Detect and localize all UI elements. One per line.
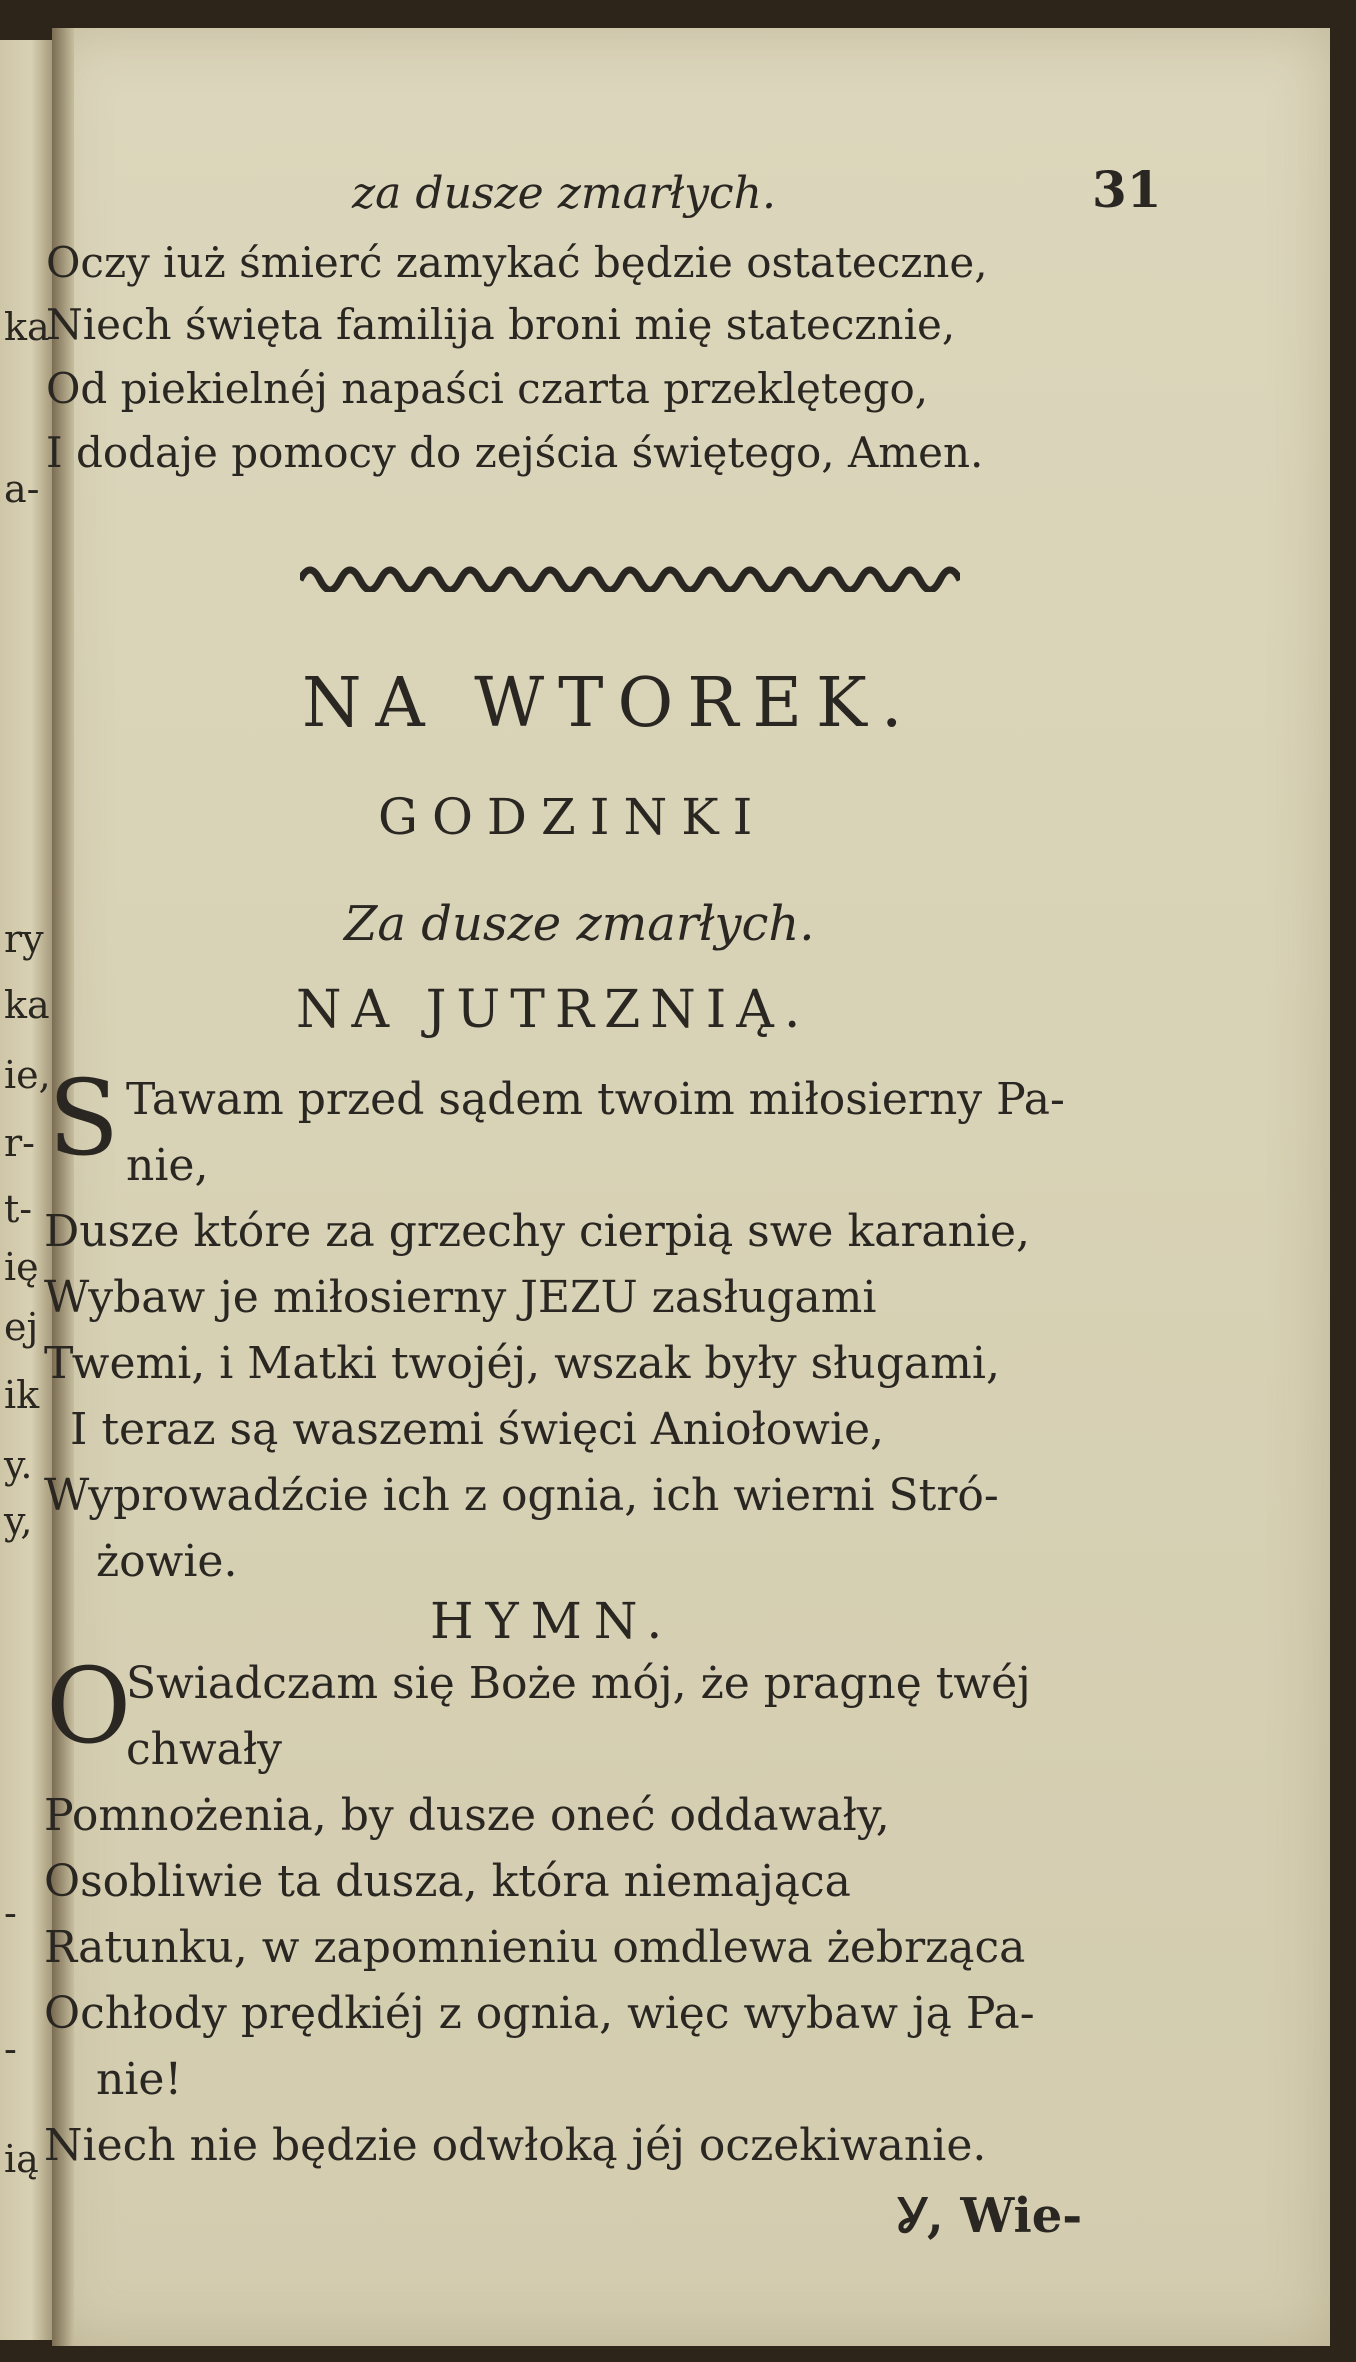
verse-line: Ratunku, w zapomnieniu omdlewa żebrząca: [44, 1922, 1026, 1973]
verse-line: I dodaje pomocy do zejścia świętego, Amen.: [46, 428, 984, 477]
left-fragment: r-: [4, 1121, 36, 1165]
verse-line: Oczy iuż śmierć zamykać będzie ostateczne,: [46, 238, 988, 287]
left-fragment: ią: [4, 2137, 39, 2181]
verse-line: Twemi, i Matki twojéj, wszak były sługami,: [44, 1338, 1000, 1389]
hour-heading: NA JUTRZNIĄ.: [296, 980, 811, 1040]
for-whom-heading: Za dusze zmarłych.: [344, 896, 815, 952]
verse-line: Wybaw je miłosierny JEZU zasługami: [44, 1272, 877, 1323]
verse-line: Dusze które za grzechy cierpią swe karanie,: [44, 1206, 1031, 1257]
verse-line: I teraz są waszemi święci Aniołowie,: [70, 1404, 885, 1455]
verse-line: Ochłody prędkiéj z ognia, więc wybaw ją Pa-: [44, 1988, 1035, 2039]
verse-line: Swiadczam się Boże mój, że pragnę twéj: [126, 1658, 1031, 1709]
verse-line: Niech nie będzie odwłoką jéj oczekiwanie.: [44, 2120, 987, 2171]
book-page: [44, 28, 1330, 2346]
left-fragment: ię: [4, 1245, 39, 1289]
page-number: 31: [1092, 160, 1162, 219]
verse-line: chwały: [126, 1724, 282, 1775]
section-subtitle: GODZINKI: [378, 788, 767, 846]
left-fragment: ej: [4, 1305, 39, 1349]
verse-line: Wyprowadźcie ich z ognia, ich wierni Stró-: [44, 1470, 999, 1521]
verse-line: nie,: [126, 1140, 209, 1191]
verse-line: Niech święta familija broni mię statecznie,: [46, 300, 956, 349]
drop-cap: S: [48, 1057, 120, 1179]
left-fragment: -: [4, 1891, 17, 1935]
left-fragment: ka: [4, 305, 50, 349]
left-fragment: -: [4, 2027, 17, 2071]
ornament-rule-icon: [300, 558, 960, 592]
left-fragment: t-: [4, 1187, 33, 1231]
verse-line: Osobliwie ta dusza, która niemająca: [44, 1856, 851, 1907]
left-fragment: y,: [4, 1499, 33, 1543]
catchword: Ỿ, Wie-: [898, 2188, 1083, 2244]
verse-line: Od piekielnéj napaści czarta przeklętego,: [46, 364, 929, 413]
left-fragment: ie,: [4, 1053, 51, 1097]
left-fragment: ka: [4, 983, 50, 1027]
verse-line: Pomnożenia, by dusze oneć oddawały,: [44, 1790, 890, 1841]
verse-line: nie!: [96, 2054, 183, 2105]
hymn-heading: HYMN.: [430, 1592, 675, 1650]
left-fragment: ry: [4, 917, 44, 961]
verse-line: Tawam przed sądem twoim miłosierny Pa-: [126, 1074, 1065, 1125]
left-fragment: ik: [4, 1373, 40, 1417]
left-fragment: a-: [4, 467, 40, 511]
running-title: za dusze zmarłych.: [352, 168, 776, 219]
left-fragment: y.: [4, 1443, 33, 1487]
drop-cap: O: [46, 1645, 132, 1767]
day-title: NA WTOREK.: [302, 664, 917, 743]
verse-line: żowie.: [96, 1536, 238, 1587]
